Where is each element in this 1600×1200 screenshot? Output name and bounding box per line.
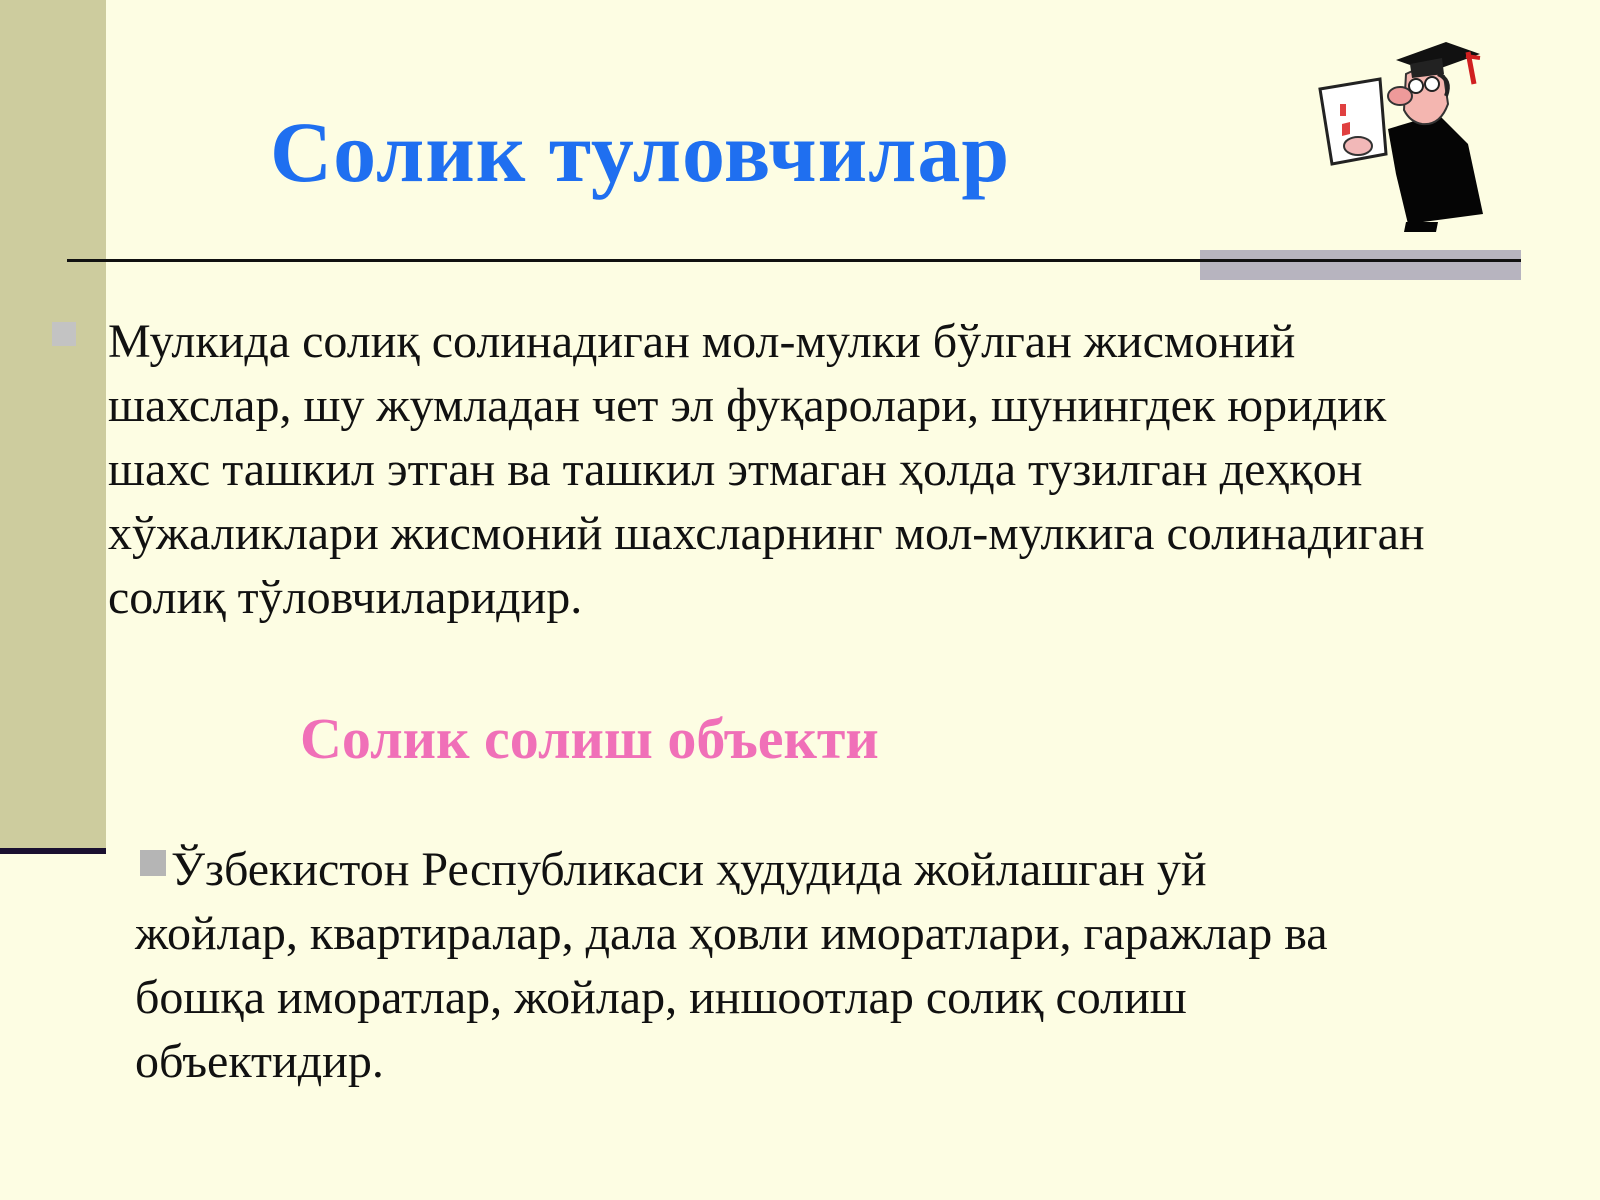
left-band-underline (0, 848, 106, 854)
slide-title: Солик туловчилар (270, 104, 1011, 200)
section-subtitle: Солик солиш объекти (300, 706, 879, 771)
paragraph-line: Ўзбекистон Республикаси ҳудудида жойлашган уй (171, 843, 1207, 896)
paragraph-line: Мулкида солиқ солинадиган мол-мулки бўлган жисмоний (108, 315, 1296, 368)
paragraph-line: объектидир. (135, 1035, 384, 1088)
paragraph-line: хўжаликлари жисмоний шахсларнинг мол-мулкига солинадиган (108, 507, 1425, 560)
paragraph-line: бошқа иморатлар, жойлар, иншоотлар солиқ солиш (135, 971, 1187, 1024)
left-decorative-band (0, 0, 106, 848)
paragraph-taxpayers (108, 310, 1425, 630)
title-rule (67, 259, 1521, 262)
paragraph-line: солиқ тўловчиларидир. (108, 571, 583, 624)
square-bullet-icon (52, 322, 76, 346)
title-rule-accent (1200, 250, 1521, 280)
paragraph-line: жойлар, квартиралар, дала ҳовли иморатлари, гаражлар ва (135, 907, 1328, 960)
paragraph-line: шахс ташкил этган ва ташкил этмаган ҳолда тузилган деҳқон (108, 443, 1363, 496)
paragraph-line: шахслар, шу жумладан чет эл фуқаролари, шунингдек юридик (108, 379, 1387, 432)
graduate-with-diploma-icon (1318, 34, 1518, 234)
paragraph-tax-object (135, 838, 1328, 1094)
